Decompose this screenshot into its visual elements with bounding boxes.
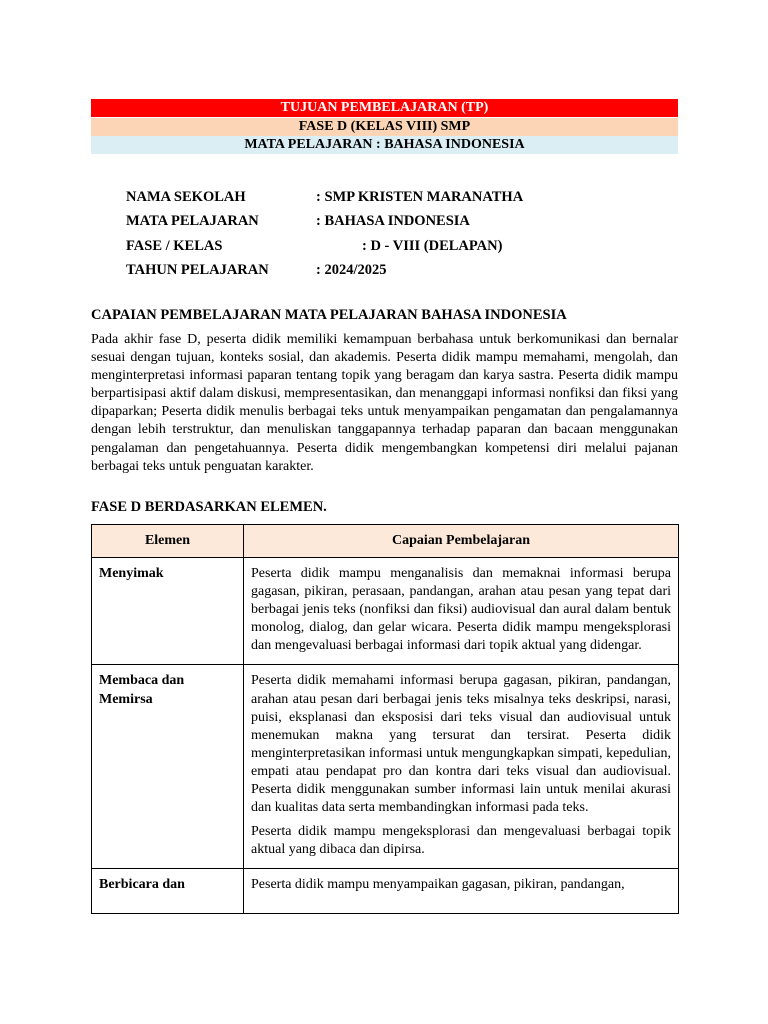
info-label: FASE / KELAS xyxy=(126,237,223,254)
elemen-name: Membaca dan Memirsa xyxy=(92,665,244,869)
elemen-description xyxy=(244,665,679,869)
elemen-description xyxy=(244,869,679,914)
capaian-heading: CAPAIAN PEMBELAJARAN MATA PELAJARAN BAHASA INDONESIA xyxy=(91,307,567,323)
capaian-paragraph: Pada akhir fase D, peserta didik memiliki kemampuan berbahasa untuk berkomunikasi dan bernalar sesuai dengan tujuan, konteks sosial, dan akademis. Peserta didik mampu memahami, mengolah, dan menginterpretasi informasi paparan tentang topik yang beragam dan karya sastra. Peserta didik mampu berpartisipasi aktif dalam diskusi, mempresentasikan, dan menanggapi informasi nonfiksi dan fiksi yang dipaparkan; Peserta didik menulis berbagai teks untuk menyampaikan pengamatan dan pengalamannya dengan lebih terstruktur, dan menuliskan tanggapannya terhadap paparan dan bacaan menggunakan pengalaman dan pengetahuannya. Peserta didik mengembangkan kompetensi diri melalui pajanan berbagai teks untuk penguatan karakter. xyxy=(91,332,678,474)
description-paragraph: Peserta didik mampu mengeksplorasi dan mengevaluasi berbagai topik aktual yang dibaca dan dipirsa. xyxy=(251,824,671,858)
description-paragraph: Peserta didik mampu menyampaikan gagasan, pikiran, pandangan, xyxy=(251,877,625,893)
table-row xyxy=(92,665,679,869)
info-value: : BAHASA INDONESIA xyxy=(316,213,470,230)
info-label: NAMA SEKOLAH xyxy=(126,189,246,205)
table-row xyxy=(92,869,679,914)
elemen-table xyxy=(91,524,679,914)
info-label: MATA PELAJARAN xyxy=(126,213,259,230)
info-value: : D - VIII (DELAPAN) xyxy=(362,237,503,254)
elemen-name: Menyimak xyxy=(92,558,244,665)
info-value: : SMP KRISTEN MARANATHA xyxy=(316,189,524,205)
column-header-capaian: Capaian Pembelajaran xyxy=(244,525,679,558)
info-value: : 2024/2025 xyxy=(316,261,387,278)
column-header-elemen: Elemen xyxy=(92,525,244,558)
table-row xyxy=(92,558,679,665)
table-header-row xyxy=(92,525,679,558)
elemen-heading: FASE D BERDASARKAN ELEMEN. xyxy=(91,499,327,515)
title-band-tp: TUJUAN PEMBELAJARAN (TP) xyxy=(91,99,678,117)
title-band-fase: FASE D (KELAS VIII) SMP xyxy=(91,118,678,136)
info-label: TAHUN PELAJARAN xyxy=(126,261,269,278)
elemen-name: Berbicara dan xyxy=(92,869,244,914)
elemen-description xyxy=(244,558,679,665)
description-paragraph: Peserta didik memahami informasi berupa gagasan, pikiran, pandangan, arahan atau pesan dari berbagai jenis teks misalnya teks deskripsi, narasi, puisi, eksplanasi dan eksposisi dari teks visual dan audiovisual untuk menemukan makna yang tersurat dan tersirat. Peserta didik menginterpretasikan informasi untuk mengungkapkan simpati, kepedulian, empati atau pendapat pro dan kontra dari teks visual dan audiovisual. Peserta didik menggunakan sumber informasi lain untuk menilai akurasi dan kualitas data serta membandingkan informasi pada teks. xyxy=(251,673,671,816)
description-paragraph: Peserta didik mampu menganalisis dan memaknai informasi berupa gagasan, pikiran, perasaan, pandangan, arahan atau pesan yang tepat dari berbagai jenis teks (nonfiksi dan fiksi) audiovisual dan aural dalam bentuk monolog, dialog, dan gelar wicara. Peserta didik mampu mengeksplorasi dan mengevaluasi berbagai informasi dari topik aktual yang didengar. xyxy=(251,566,671,654)
title-band-mapel: MATA PELAJARAN : BAHASA INDONESIA xyxy=(91,136,678,154)
